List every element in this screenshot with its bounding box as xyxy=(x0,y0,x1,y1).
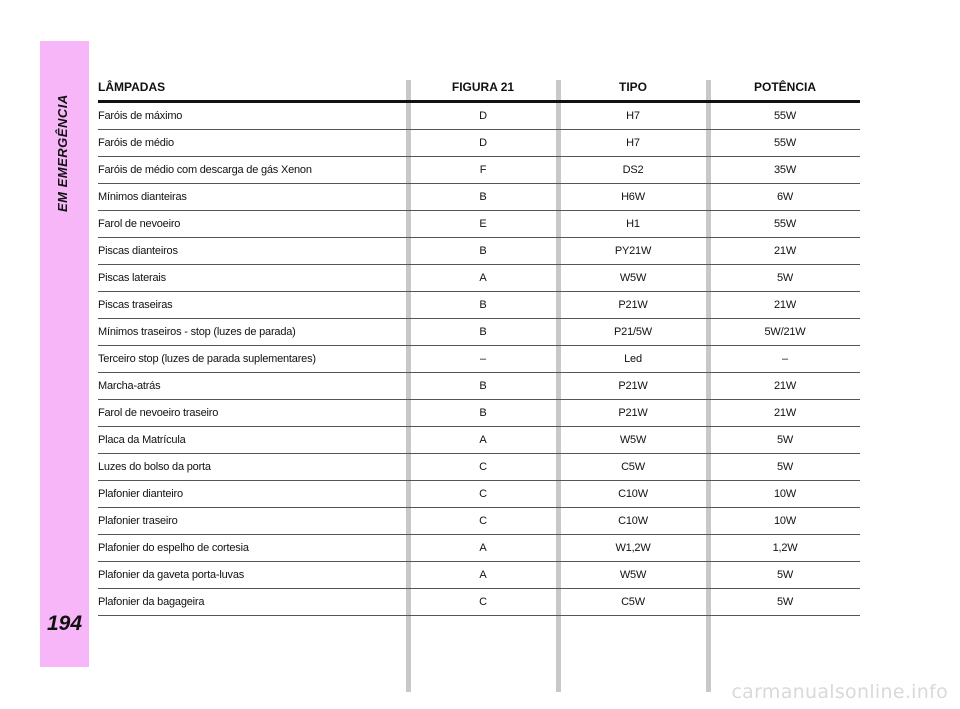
bulb-table xyxy=(98,74,860,616)
figure-ref-cell: B xyxy=(479,299,487,311)
bulb-type-cell: W1,2W xyxy=(615,542,651,554)
bulb-type-cell: C10W xyxy=(618,515,648,527)
table-header-row xyxy=(98,74,860,103)
wattage-cell: 5W xyxy=(776,434,794,446)
lamp-name-cell: Plafonier dianteiro xyxy=(98,488,183,500)
bulb-type-cell: P21W xyxy=(618,407,648,419)
header-figura: FIGURA 21 xyxy=(451,80,515,94)
wattage-cell: 10W xyxy=(773,515,797,527)
table-row xyxy=(98,481,860,508)
figure-ref-cell: A xyxy=(479,542,487,554)
figure-ref-cell: C xyxy=(479,461,487,473)
lamp-name-cell: Faróis de médio xyxy=(98,137,174,149)
wattage-cell: 5W xyxy=(776,272,794,284)
wattage-cell: 21W xyxy=(773,380,797,392)
table-row xyxy=(98,454,860,481)
lamp-name-cell: Terceiro stop (luzes de parada suplementares) xyxy=(98,353,316,365)
bulb-type-cell: P21W xyxy=(618,299,648,311)
figure-ref-cell: A xyxy=(479,272,487,284)
header-potencia: POTÊNCIA xyxy=(753,80,816,94)
wattage-cell: 6W xyxy=(776,191,794,203)
figure-ref-cell: C xyxy=(479,488,487,500)
wattage-cell: 5W xyxy=(776,461,794,473)
lamp-name-cell: Piscas laterais xyxy=(98,272,166,284)
bulb-type-cell: P21W xyxy=(618,380,648,392)
wattage-cell: 55W xyxy=(773,110,797,122)
figure-ref-cell: A xyxy=(479,434,487,446)
wattage-cell: 10W xyxy=(773,488,797,500)
bulb-type-cell: P21/5W xyxy=(614,326,652,338)
wattage-cell: 5W xyxy=(776,569,794,581)
header-lampadas: LÂMPADAS xyxy=(98,80,166,94)
table-row xyxy=(98,535,860,562)
bulb-type-cell: W5W xyxy=(619,272,647,284)
figure-ref-cell: B xyxy=(479,326,487,338)
table-row xyxy=(98,157,860,184)
table-row xyxy=(98,508,860,535)
lamp-name-cell: Farol de nevoeiro traseiro xyxy=(98,407,219,419)
wattage-cell: 5W xyxy=(776,596,794,608)
bulb-type-cell: DS2 xyxy=(622,164,644,176)
table-row xyxy=(98,130,860,157)
lamp-name-cell: Marcha-atrás xyxy=(98,380,161,392)
table-row xyxy=(98,211,860,238)
table-row xyxy=(98,238,860,265)
lamp-name-cell: Plafonier traseiro xyxy=(98,515,178,527)
wattage-cell: – xyxy=(782,353,788,365)
bulb-type-cell: C5W xyxy=(621,596,645,608)
lamp-name-cell: Piscas traseiras xyxy=(98,299,173,311)
lamp-name-cell: Plafonier da bagageira xyxy=(98,596,205,608)
bulb-type-cell: H7 xyxy=(626,110,640,122)
wattage-cell: 21W xyxy=(773,299,797,311)
table-row xyxy=(98,400,860,427)
lamp-name-cell: Mínimos traseiros - stop (luzes de parada) xyxy=(98,326,296,338)
table-row xyxy=(98,562,860,589)
table-row xyxy=(98,184,860,211)
table-row xyxy=(98,589,860,616)
wattage-cell: 5W/21W xyxy=(764,326,806,338)
figure-ref-cell: B xyxy=(479,407,487,419)
table-row xyxy=(98,292,860,319)
wattage-cell: 35W xyxy=(773,164,797,176)
lamp-name-cell: Plafonier da gaveta porta-luvas xyxy=(98,569,245,581)
page-number: 194 xyxy=(46,612,83,635)
figure-ref-cell: C xyxy=(479,515,487,527)
figure-ref-cell: E xyxy=(479,218,487,230)
figure-ref-cell: A xyxy=(479,569,487,581)
section-title-text: EM EMERGÊNCIA xyxy=(55,94,70,212)
bulb-type-cell: W5W xyxy=(619,569,647,581)
figure-ref-cell: B xyxy=(479,380,487,392)
table-row xyxy=(98,103,860,130)
lamp-name-cell: Plafonier do espelho de cortesia xyxy=(98,542,249,554)
figure-ref-cell: B xyxy=(479,191,487,203)
lamp-name-cell: Faróis de médio com descarga de gás Xenon xyxy=(98,164,312,176)
lamp-name-cell: Luzes do bolso da porta xyxy=(98,461,211,473)
lamp-name-cell: Placa da Matrícula xyxy=(98,434,186,446)
bulb-type-cell: H7 xyxy=(626,137,640,149)
bulb-type-cell: H6W xyxy=(621,191,645,203)
figure-ref-cell: D xyxy=(479,137,487,149)
figure-ref-cell: – xyxy=(480,353,486,365)
wattage-cell: 1,2W xyxy=(772,542,798,554)
lamp-name-cell: Piscas dianteiros xyxy=(98,245,178,257)
table-row xyxy=(98,319,860,346)
table-row xyxy=(98,427,860,454)
wattage-cell: 21W xyxy=(773,407,797,419)
header-tipo: TIPO xyxy=(618,80,647,94)
figure-ref-cell: C xyxy=(479,596,487,608)
wattage-cell: 55W xyxy=(773,137,797,149)
figure-ref-cell: D xyxy=(479,110,487,122)
bulb-type-cell: C10W xyxy=(618,488,648,500)
watermark: carmanualsonline.info xyxy=(731,681,948,703)
bulb-type-cell: Led xyxy=(624,353,642,365)
figure-ref-cell: B xyxy=(479,245,487,257)
figure-ref-cell: F xyxy=(479,164,487,176)
bulb-type-cell: W5W xyxy=(619,434,647,446)
table-row xyxy=(98,265,860,292)
wattage-cell: 55W xyxy=(773,218,797,230)
lamp-name-cell: Faróis de máximo xyxy=(98,110,183,122)
bulb-type-cell: PY21W xyxy=(614,245,652,257)
table-row xyxy=(98,373,860,400)
bulb-type-cell: C5W xyxy=(621,461,645,473)
lamp-name-cell: Farol de nevoeiro xyxy=(98,218,181,230)
bulb-type-cell: H1 xyxy=(626,218,640,230)
lamp-name-cell: Mínimos dianteiras xyxy=(98,191,187,203)
table-row xyxy=(98,346,860,373)
wattage-cell: 21W xyxy=(773,245,797,257)
